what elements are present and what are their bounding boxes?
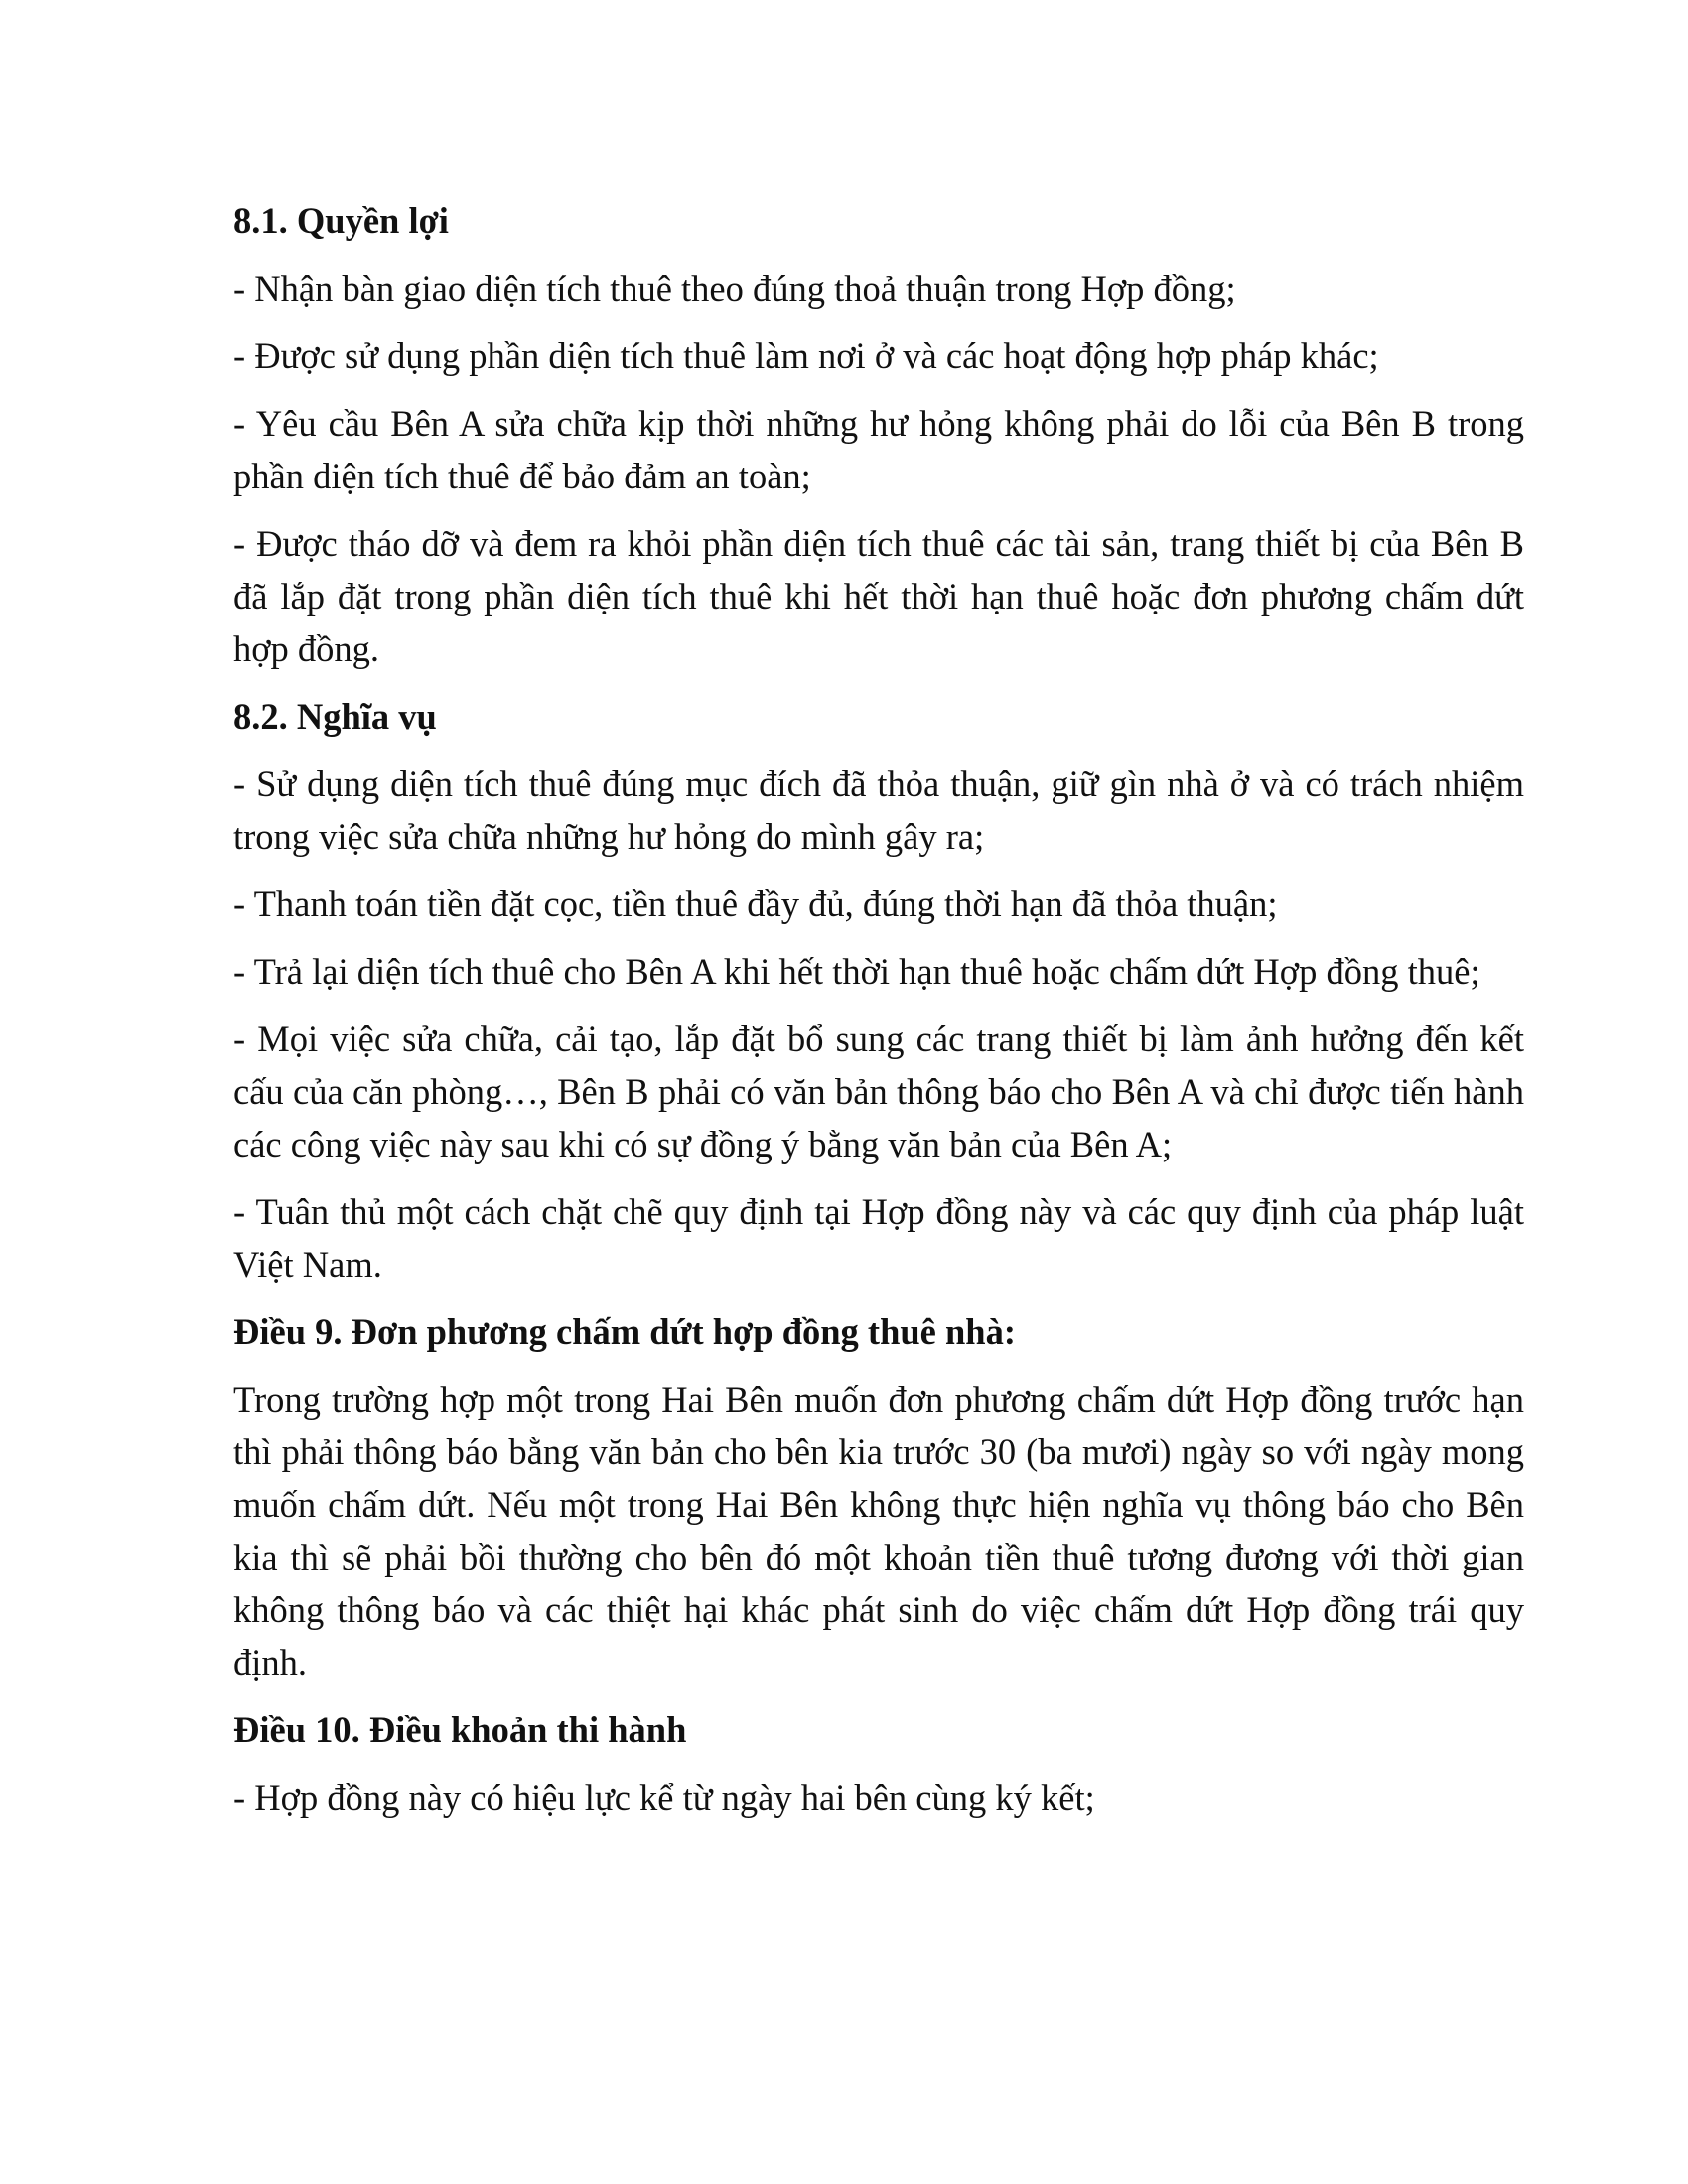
list-item: - Được sử dụng phần diện tích thuê làm nơi ở và các hoạt động hợp pháp khác; (233, 336, 1379, 376)
list-item: - Tuân thủ một cách chặt chẽ quy định tại Hợp đồng này và các quy định của pháp luật Việt Nam. (233, 1191, 1524, 1285)
section-heading-8-2: 8.2. Nghĩa vụ (233, 696, 437, 737)
article-heading-9: Điều 9. Đơn phương chấm dứt hợp đồng thuê nhà: (233, 1311, 1017, 1352)
list-item: - Sử dụng diện tích thuê đúng mục đích đã thỏa thuận, giữ gìn nhà ở và có trách nhiệm trong việc sửa chữa những hư hỏng do mình gây ra; (233, 763, 1524, 857)
list-item: - Yêu cầu Bên A sửa chữa kịp thời những hư hỏng không phải do lỗi của Bên B trong phần diện tích thuê để bảo đảm an toàn; (233, 403, 1524, 496)
section-heading-8-1: 8.1. Quyền lợi (233, 201, 449, 241)
list-item: - Trả lại diện tích thuê cho Bên A khi hết thời hạn thuê hoặc chấm dứt Hợp đồng thuê; (233, 951, 1480, 992)
article-heading-10: Điều 10. Điều khoản thi hành (233, 1709, 687, 1750)
document-page (233, 195, 1524, 1839)
list-item: - Thanh toán tiền đặt cọc, tiền thuê đầy đủ, đúng thời hạn đã thỏa thuận; (233, 884, 1278, 924)
list-item: - Hợp đồng này có hiệu lực kể từ ngày hai bên cùng ký kết; (233, 1777, 1095, 1818)
list-item: - Được tháo dỡ và đem ra khỏi phần diện tích thuê các tài sản, trang thiết bị của Bên B đã lắp đặt trong phần diện tích thuê khi hết thời hạn thuê hoặc đơn phương chấm dứt hợp đồng. (233, 523, 1524, 669)
list-item: - Nhận bàn giao diện tích thuê theo đúng thoả thuận trong Hợp đồng; (233, 268, 1236, 309)
list-item: - Mọi việc sửa chữa, cải tạo, lắp đặt bổ sung các trang thiết bị làm ảnh hưởng đến kết cấu của căn phòng…, Bên B phải có văn bản thông báo cho Bên A và chỉ được tiến hành các công việc này sau khi có sự đồng ý bằng văn bản của Bên A; (233, 1019, 1524, 1164)
article-9-body: Trong trường hợp một trong Hai Bên muốn đơn phương chấm dứt Hợp đồng trước hạn thì phải thông báo bằng văn bản cho bên kia trước 30 (ba mươi) ngày so với ngày mong muốn chấm dứt. Nếu một trong Hai Bên không thực hiện nghĩa vụ thông báo cho Bên kia thì sẽ phải bồi thường cho bên đó một khoản tiền thuê tương đương với thời gian không thông báo và các thiệt hại khác phát sinh do việc chấm dứt Hợp đồng trái quy định. (233, 1379, 1524, 1683)
